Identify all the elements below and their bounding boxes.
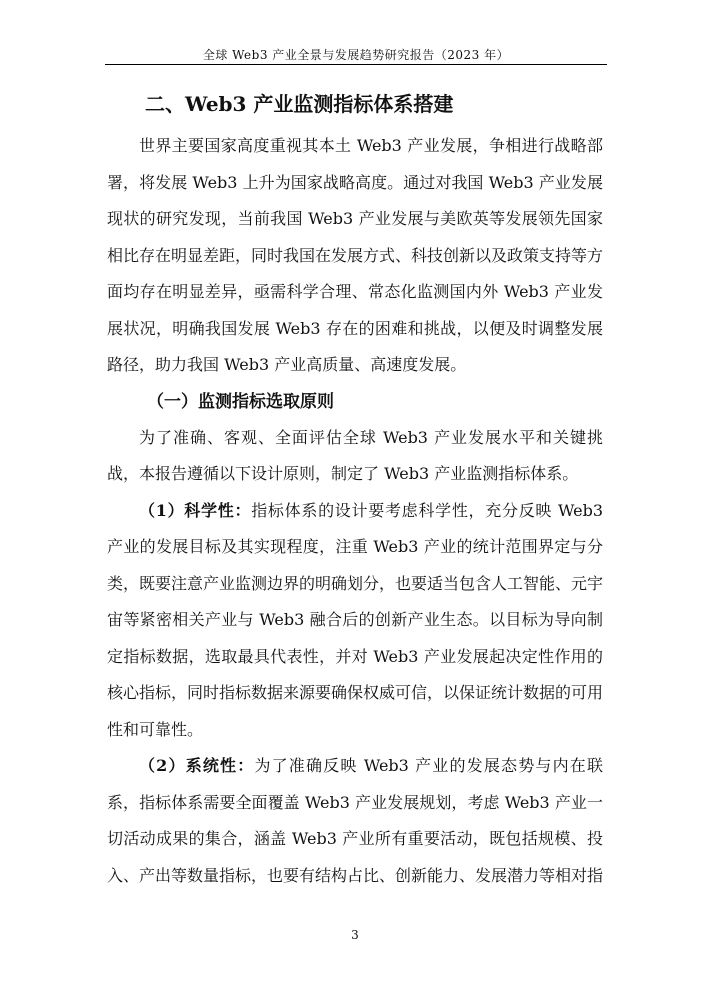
section-title: 二、Web3 产业监测指标体系搭建 xyxy=(145,92,454,116)
subsection-title: （一）监测指标选取原则 xyxy=(147,391,334,412)
principle-label: （2）系统性： xyxy=(139,756,255,775)
page-content xyxy=(107,86,603,894)
intro-paragraph: 世界主要国家高度重视其本土 Web3 产业发展，争相进行战略部署，将发展 Web3 上升为国家战略高度。通过对我国 Web3 产业发展现状的研究发现，当前我国 Web3 产业发展与美欧英等发展领先国家相比存在明显差距，同时我国在发展方式、科技创新以及政策支持等方面均存在明显差异，亟需科学合理、常态化监测国内外 Web3 产业发展状况，明确我国发展 Web3 存在的困难和挑战，以便及时调整发展路径，助力我国 Web3 产业高质量、高速度发展。 xyxy=(107,136,604,374)
running-header: 全球 Web3 产业全景与发展趋势研究报告（2023 年） xyxy=(202,48,510,62)
principle-paragraph-systematic xyxy=(107,748,603,894)
principle-text: 为了准确反映 Web3 产业的发展态势与内在联系，指标体系需要全面覆盖 Web3 产业发展规划，考虑 Web3 产业一切活动成果的集合，涵盖 Web3 产业所有重要活动，既包括规模、投入、产出等数量指标，也要有结构占比、创新能力、发展潜力等相对指 xyxy=(107,756,604,885)
page-number: 3 xyxy=(351,928,359,942)
header-rule xyxy=(105,64,607,65)
principle-label: （1）科学性： xyxy=(139,500,252,520)
principle-text: 指标体系的设计要考虑科学性，充分反映 Web3 产业的发展目标及其实现程度，注重 Web3 产业的统计范围界定与分类，既要注意产业监测边界的明确划分，也要适当包含人工智能、元宇宙等紧密相关产业与 Web3 融合后的创新产业生态。以目标为导向制定指标数据，选取最具代表性，并对 Web3 产业发展起决定性作用的核心指标，同时指标数据来源要确保权威可信，以保证统计数据的可用性和可靠性。 xyxy=(107,500,604,739)
lead-paragraph: 为了准确、客观、全面评估全球 Web3 产业发展水平和关键挑战，本报告遵循以下设计原则，制定了 Web3 产业监测指标体系。 xyxy=(107,427,603,483)
principle-paragraph-scientific xyxy=(107,493,603,749)
